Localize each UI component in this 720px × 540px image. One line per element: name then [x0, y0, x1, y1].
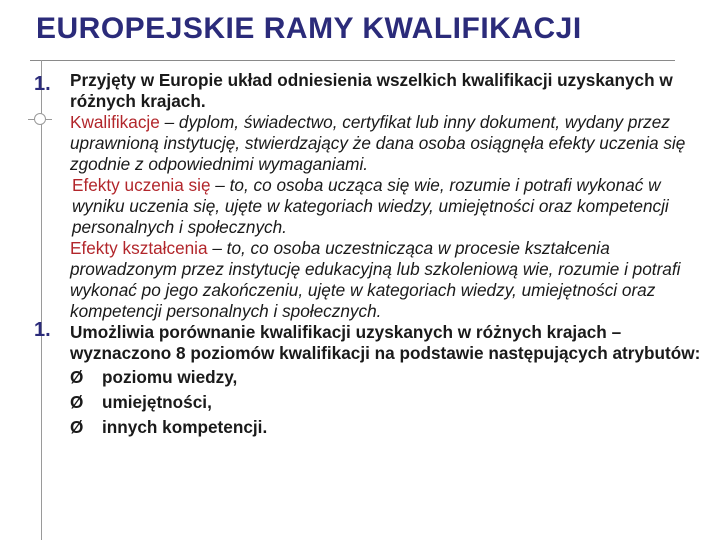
item-text: Przyjęty w Europie układ odniesienia wszelkich kwalifikacji uzyskanych w różnych krajach.	[70, 70, 673, 111]
bullet-item	[0, 367, 720, 388]
definition-term: Kwalifikacje	[70, 112, 160, 132]
bullet-text: poziomu wiedzy,	[102, 367, 238, 387]
slide-body	[0, 70, 720, 438]
definition-term: Efekty uczenia się	[72, 175, 211, 195]
arrow-bullet-icon: Ø	[70, 392, 84, 412]
definition-body: – to, co osoba ucząca się wie, rozumie i potrafi wykonać w wyniku uczenia się, ujęte w kategoriach wiedzy, umiejętności oraz kompetencji personalnych i społecznych.	[72, 175, 669, 237]
slide-title: EUROPEJSKIE RAMY KWALIFIKACJI	[36, 12, 582, 45]
arrow-bullet-icon: Ø	[70, 367, 84, 387]
item-text: Umożliwia porównanie kwalifikacji uzyskanych w różnych krajach – wyznaczono 8 poziomów kwalifikacji na podstawie następujących atrybutów:	[70, 322, 701, 363]
definition-body: – to, co osoba uczestnicząca w procesie kształcenia prowadzonym przez instytucję edukacyjną lub szkoleniową wie, rozumie i potrafi wykonać po jego zakończeniu, ujęte w kategoriach wiedzy, umiejętności oraz kompetencji personalnych i społecznych.	[70, 238, 681, 321]
definition-kwalifikacje	[0, 112, 720, 175]
bullet-text: innych kompetencji.	[102, 417, 268, 437]
item-number: 1.	[34, 319, 51, 341]
arrow-bullet-icon: Ø	[70, 417, 84, 437]
bullet-item	[0, 392, 720, 413]
definition-efekty-uczenia	[0, 175, 720, 238]
bullet-text: umiejętności,	[102, 392, 212, 412]
definition-efekty-ksztalcenia	[0, 238, 720, 322]
item-number: 1.	[34, 73, 51, 95]
bullet-item	[0, 417, 720, 438]
definition-body: – dyplom, świadectwo, certyfikat lub inny dokument, wydany przez uprawnioną instytucję, stwierdzający że dana osoba osiągnęła efekty uczenia się zgodnie z odpowiednimi wymaganiami.	[70, 112, 686, 174]
definition-term: Efekty kształcenia	[70, 238, 208, 258]
title-divider	[30, 60, 675, 61]
